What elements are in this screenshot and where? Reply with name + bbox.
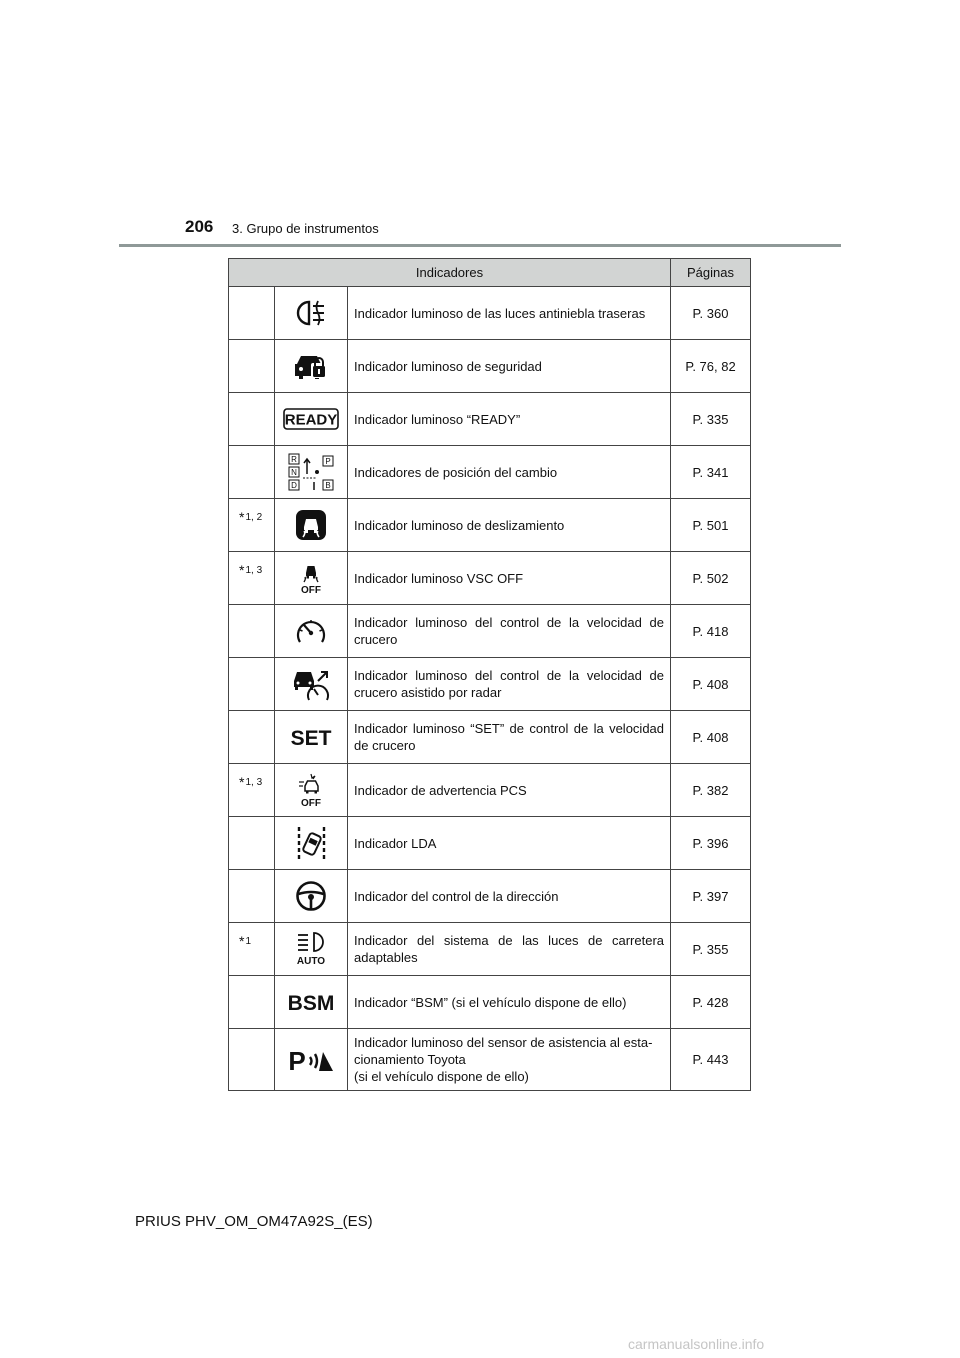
- icon-cell: [275, 976, 348, 1029]
- page-reference: P. 408: [671, 658, 751, 711]
- page-reference: P. 360: [671, 287, 751, 340]
- slip-indicator-icon: [295, 509, 327, 541]
- description-cell: Indicador de advertencia PCS: [348, 764, 671, 817]
- icon-cell: [275, 499, 348, 552]
- description-cell: Indicador “BSM” (si el vehículo dispone de ello): [348, 976, 671, 1029]
- svg-text:READY: READY: [284, 411, 338, 429]
- icon-cell: [275, 393, 348, 446]
- indicators-table: [228, 258, 751, 1091]
- description-cell: Indicador luminoso de seguridad: [348, 340, 671, 393]
- table-row: [229, 605, 751, 658]
- svg-text:P: P: [325, 457, 331, 466]
- page-reference: P. 396: [671, 817, 751, 870]
- table-row: [229, 499, 751, 552]
- icon-cell: [275, 1029, 348, 1091]
- table-row: [229, 711, 751, 764]
- watermark: carmanualsonline.info: [628, 1336, 765, 1352]
- page-reference: P. 502: [671, 552, 751, 605]
- note-mark: 1, 2: [245, 512, 263, 523]
- rear-fog-light-icon: [295, 297, 327, 329]
- note-mark-cell: [229, 817, 275, 870]
- note-mark-cell: *1: [229, 923, 275, 976]
- note-mark-cell: *1, 3: [229, 552, 275, 605]
- table-row: [229, 870, 751, 923]
- svg-text:R: R: [291, 455, 297, 464]
- note-mark-cell: [229, 1029, 275, 1091]
- table-row: [229, 1029, 751, 1091]
- bsm-icon: [286, 989, 336, 1015]
- note-mark-cell: [229, 393, 275, 446]
- note-mark-cell: *1, 2: [229, 499, 275, 552]
- icon-cell: [275, 923, 348, 976]
- icon-cell: [275, 446, 348, 499]
- description-cell: Indicador luminoso “SET” de control de la velocidad de crucero: [348, 711, 671, 764]
- page-reference: P. 408: [671, 711, 751, 764]
- description-cell: Indicador LDA: [348, 817, 671, 870]
- icon-cell: [275, 711, 348, 764]
- description-cell: Indicadores de posición del cambio: [348, 446, 671, 499]
- icon-cell: [275, 817, 348, 870]
- footer-document-id: PRIUS PHV_OM_OM47A92S_(ES): [135, 1213, 373, 1230]
- lda-icon: [294, 825, 328, 861]
- page-reference: P. 418: [671, 605, 751, 658]
- icon-cell: [275, 605, 348, 658]
- table-row: [229, 552, 751, 605]
- svg-text:SET: SET: [290, 727, 332, 750]
- description-cell: Indicador luminoso del control de la velocidad de crucero asistido por radar: [348, 658, 671, 711]
- icon-cell: [275, 552, 348, 605]
- page-reference: P. 428: [671, 976, 751, 1029]
- note-mark-cell: *1, 3: [229, 764, 275, 817]
- radar-cruise-control-icon: [291, 667, 331, 701]
- note-mark-cell: [229, 711, 275, 764]
- page-reference: P. 355: [671, 923, 751, 976]
- svg-text:OFF: OFF: [301, 798, 321, 808]
- icon-cell: [275, 658, 348, 711]
- page-reference: P. 335: [671, 393, 751, 446]
- table-row: [229, 976, 751, 1029]
- vsc-off-icon: [294, 561, 328, 595]
- table-row: [229, 340, 751, 393]
- steering-wheel-icon: [295, 880, 327, 912]
- note-mark: 1, 3: [245, 565, 263, 576]
- table-row: [229, 287, 751, 340]
- icon-cell: [275, 340, 348, 393]
- section-title: 3. Grupo de instrumentos: [232, 221, 379, 236]
- description-cell: Indicador luminoso “READY”: [348, 393, 671, 446]
- table-row: [229, 446, 751, 499]
- svg-text:BSM: BSM: [287, 992, 335, 1015]
- note-mark-cell: [229, 658, 275, 711]
- page-number: 206: [185, 217, 214, 236]
- note-mark-cell: [229, 446, 275, 499]
- table-row: [229, 817, 751, 870]
- description-cell: Indicador luminoso VSC OFF: [348, 552, 671, 605]
- pcs-off-icon: [293, 772, 329, 808]
- parking-sensor-icon: [287, 1044, 335, 1076]
- table-row: [229, 923, 751, 976]
- svg-text:P: P: [288, 1045, 306, 1076]
- note-mark-cell: [229, 976, 275, 1029]
- svg-text:B: B: [325, 481, 331, 490]
- table-row: [229, 658, 751, 711]
- svg-text:AUTO: AUTO: [296, 956, 326, 967]
- icon-cell: [275, 870, 348, 923]
- description-cell: Indicador luminoso de las luces antiniebla traseras: [348, 287, 671, 340]
- svg-text:N: N: [291, 468, 297, 477]
- table-row: [229, 393, 751, 446]
- table-row: [229, 764, 751, 817]
- shift-position-icon: [287, 452, 335, 492]
- svg-text:OFF: OFF: [301, 585, 321, 595]
- security-lock-car-icon: [293, 352, 329, 380]
- header-pages: Páginas: [671, 259, 751, 287]
- svg-text:D: D: [291, 481, 297, 490]
- page-reference: P. 382: [671, 764, 751, 817]
- note-mark-cell: [229, 605, 275, 658]
- note-mark-cell: [229, 870, 275, 923]
- description-cell: Indicador luminoso de deslizamiento: [348, 499, 671, 552]
- note-mark-cell: [229, 340, 275, 393]
- cruise-control-icon: [294, 616, 328, 646]
- page-reference: P. 501: [671, 499, 751, 552]
- page-reference: P. 76, 82: [671, 340, 751, 393]
- page-reference: P. 443: [671, 1029, 751, 1091]
- note-mark: 1: [245, 936, 252, 947]
- header-divider: [119, 244, 841, 247]
- adaptive-high-beam-auto-icon: [292, 931, 330, 967]
- description-cell: Indicador del sistema de las luces de carretera adaptables: [348, 923, 671, 976]
- set-icon: [289, 724, 333, 750]
- icon-cell: [275, 287, 348, 340]
- table-header-row: [229, 259, 751, 287]
- header-indicators: Indicadores: [229, 259, 671, 287]
- description-cell: Indicador luminoso del sensor de asistencia al esta- cionamiento Toyota (si el vehículo dispone de ello): [348, 1029, 671, 1091]
- description-cell: Indicador luminoso del control de la velocidad de crucero: [348, 605, 671, 658]
- page-reference: P. 397: [671, 870, 751, 923]
- icon-cell: [275, 764, 348, 817]
- note-mark: 1, 3: [245, 777, 263, 788]
- note-mark-cell: [229, 287, 275, 340]
- ready-icon: [283, 408, 339, 430]
- description-cell: Indicador del control de la dirección: [348, 870, 671, 923]
- page-reference: P. 341: [671, 446, 751, 499]
